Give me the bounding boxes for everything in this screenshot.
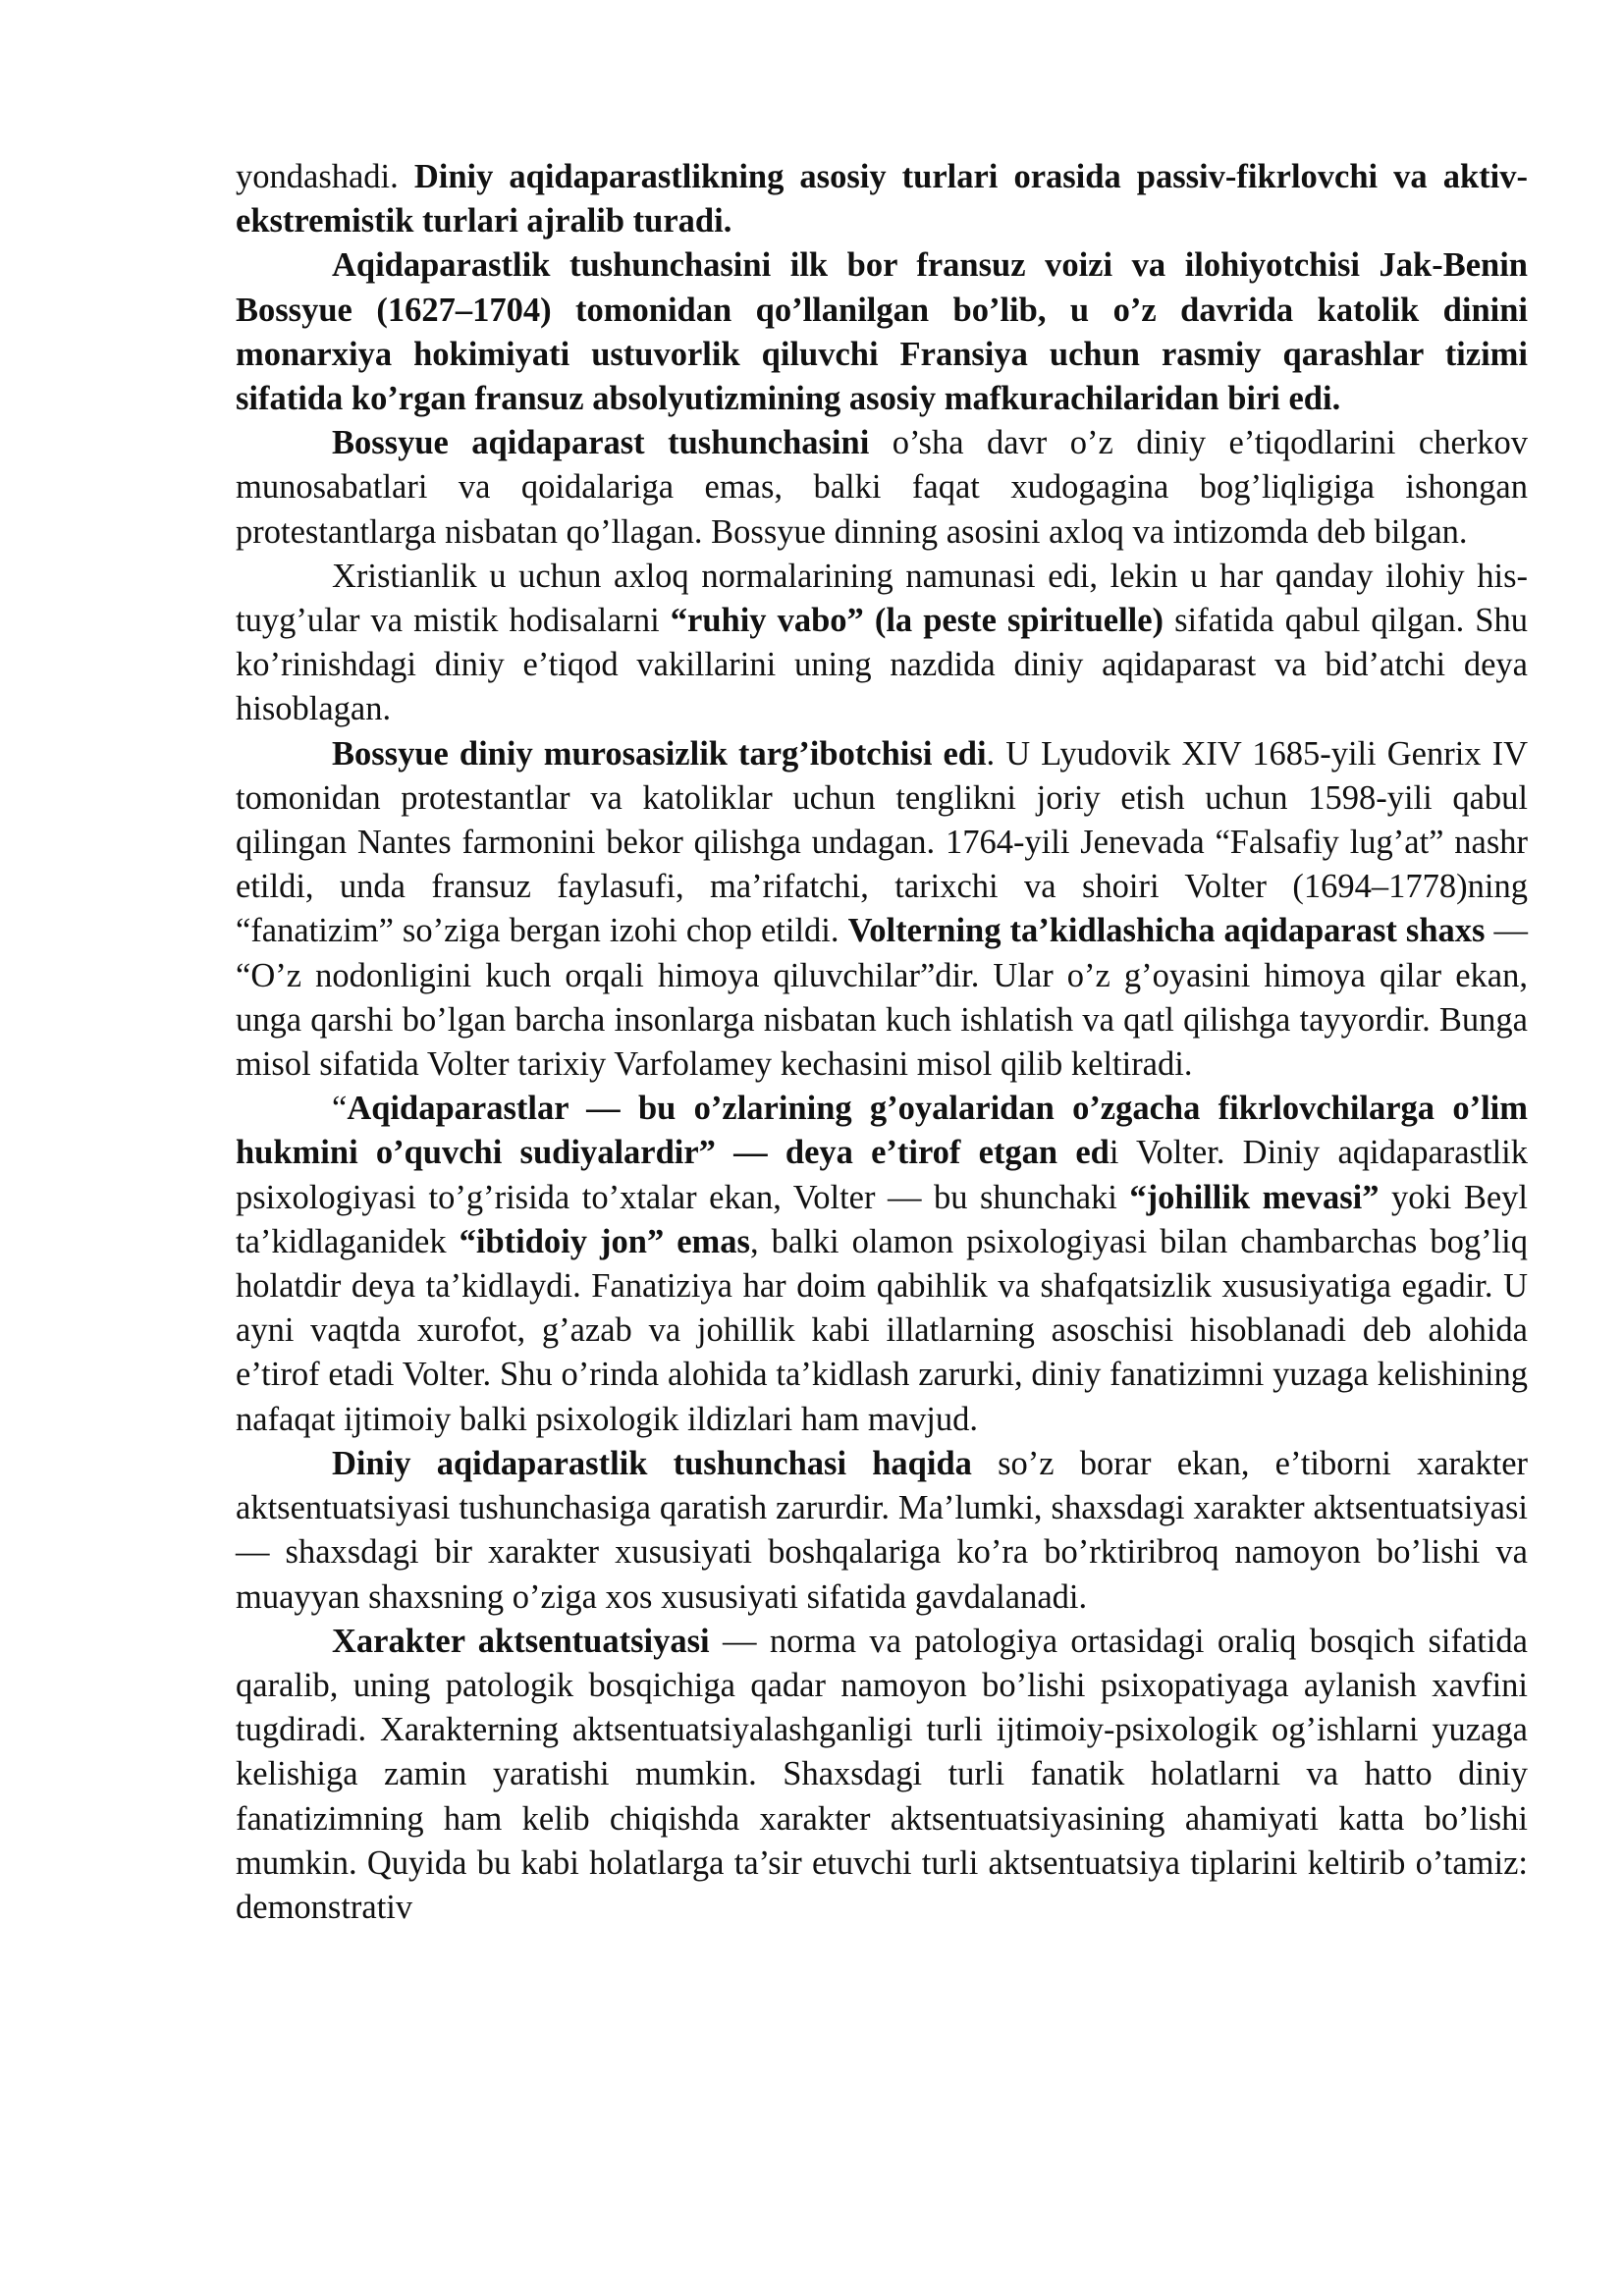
bold-text-run: Xarakter aktsentuatsiyasi — [332, 1622, 710, 1660]
paragraph-4 — [236, 555, 1528, 732]
text-run: . U Lyudovik XIV 1685-yili Genrix IV tomonidan protestantlar va katoliklar uchun tenglikni joriy etish uchun 1598-yili qabul qilingan Nantes farmonini bekor qilishga undagan. 1764-yili Jenevada “Falsafiy lug’at” nashr etildi, unda fransuz faylasufi, ma’rifatchi, tarixchi va shoiri Volter (1694–1778)ning “fanatizim” so’ziga bergan izohi chop etildi. — [236, 734, 1528, 950]
paragraph-6 — [236, 1087, 1528, 1442]
paragraph-8 — [236, 1620, 1528, 1930]
bold-text-run: Diniy aqidaparastlikning asosiy turlari orasida passiv-fikrlovchi va aktiv-ekstremistik turlari ajralib turadi. — [236, 158, 1528, 240]
text-run: i Volter. Diniy aqidaparastlik psixologiyasi to’g’risida to’xtalar ekan, Volter — bu shunchaki — [236, 1134, 1528, 1216]
paragraph-5 — [236, 732, 1528, 1088]
text-run: — norma va patologiya ortasidagi oraliq bosqich sifatida qaralib, uning patologik bosqichiga qadar namoyon bo’lishi psixopatiyaga aylanish xavfini tugdiradi. Xarakterning aktsentuatsiyalashganligi turli ijtimoiy-psixologik og’ishlarni yuzaga kelishiga zamin yaratishi mumkin. Shaxsdagi turli fanatik holatlarni va hatto diniy fanatizimning ham kelib chiqishda xarakter aktsentuatsiyasining ahamiyati katta bo’lishi mumkin. Quyida bu kabi holatlarga ta’sir etuvchi turli aktsentuatsiya tiplarini keltirib o’tamiz: demonstrativ — [236, 1622, 1528, 1926]
text-run: , balki olamon psixologiyasi bilan chambarchas bog’liq holatdir deya ta’kidlaydi. Fanatiziya har doim qabihlik va shafqatsizlik xususiyatiga egadir. U ayni vaqtda xurofot, g’azab va johillik kabi illatlarning asoschisi hisoblanadi deb alohida e’tirof etadi Volter. Shu o’rinda alohida ta’kidlash zarurki, diniy fanatizimni yuzaga kelishining nafaqat ijtimoiy balki psixologik ildizlari ham mavjud. — [236, 1222, 1528, 1438]
bold-text-run: Bossyue aqidaparast tushunchasini — [332, 424, 870, 462]
text-run: sifatida qabul qilgan. Shu ko’rinishdagi diniy e’tiqod vakillarini uning nazdida diniy aqidaparast va bid’atchi deya hisoblagan. — [236, 602, 1528, 728]
document-page — [236, 155, 1528, 1930]
bold-text-run: Diniy aqidaparastlik tushunchasi haqida — [332, 1444, 972, 1482]
bold-text-run: Aqidaparastlik tushunchasini ilk bor fransuz voizi va ilohiyotchisi Jak-Benin Bossyue (1627–1704) tomonidan qo’llanilgan bo’lib, u o’z davrida katolik dinini monarxiya hokimiyati ustuvorlik qiluvchi Fransiya uchun rasmiy qarashlar tizimi sifatida ko’rgan fransuz absolyutizmining asosiy mafkurachilaridan biri edi. — [236, 246, 1528, 418]
text-run: yondashadi. — [236, 158, 414, 195]
text-run: Xristianlik u uchun axloq normalarining namunasi edi, lekin u har qanday ilohiy his-tuyg’ular va mistik hodisalarni — [236, 557, 1528, 640]
paragraph-3 — [236, 421, 1528, 555]
bold-text-run: “johillik mevasi” — [1129, 1178, 1380, 1216]
paragraph-2 — [236, 243, 1528, 421]
text-run: yoki Beyl ta’kidlaganidek — [236, 1178, 1528, 1260]
bold-text-run: Volterning ta’kidlashicha aqidaparast shaxs — [847, 912, 1486, 950]
paragraph-7 — [236, 1442, 1528, 1620]
text-run: — “O’z nodonligini kuch orqali himoya qiluvchilar”dir. Ular o’z g’oyasini himoya qilar ekan, unga qarshi bo’lgan barcha insonlarga nisbatan kuch ishlatish va qatl qilishga tayyordir. Bunga misol sifatida Volter tarixiy Varfolamey kechasini misol qilib keltiradi. — [236, 912, 1529, 1084]
bold-text-run: “ibtidoiy jon” emas — [459, 1222, 750, 1260]
paragraph-1 — [236, 155, 1528, 243]
text-run: “ — [332, 1090, 348, 1128]
text-run: o’sha davr o’z diniy e’tiqodlarini cherkov munosabatlari va qoidalariga emas, balki faqat xudogagina bog’liqligiga ishongan protestantlarga nisbatan qo’llagan. Bossyue dinning asosini axloq va intizomda deb bilgan. — [236, 424, 1528, 551]
bold-text-run: Bossyue diniy murosasizlik targ’ibotchisi edi — [332, 734, 987, 773]
bold-text-run: Aqidaparastlar — bu o’zlarining g’oyalaridan o’zgacha fikrlovchilarga o’lim hukmini o’quvchi sudiyalardir” — deya e’tirof etgan ed — [236, 1090, 1528, 1172]
bold-text-run: “ruhiy vabo” (la peste spirituelle) — [670, 602, 1164, 640]
text-run: so’z borar ekan, e’tiborni xarakter aktsentuatsiyasi tushunchasiga qaratish zarurdir. Ma’lumki, shaxsdagi xarakter aktsentuatsiyasi — shaxsdagi bir xarakter xususiyati boshqalariga ko’ra bo’rktiribroq namoyon bo’lishi va muayyan shaxsning o’ziga xos xususiyati sifatida gavdalanadi. — [236, 1444, 1529, 1616]
